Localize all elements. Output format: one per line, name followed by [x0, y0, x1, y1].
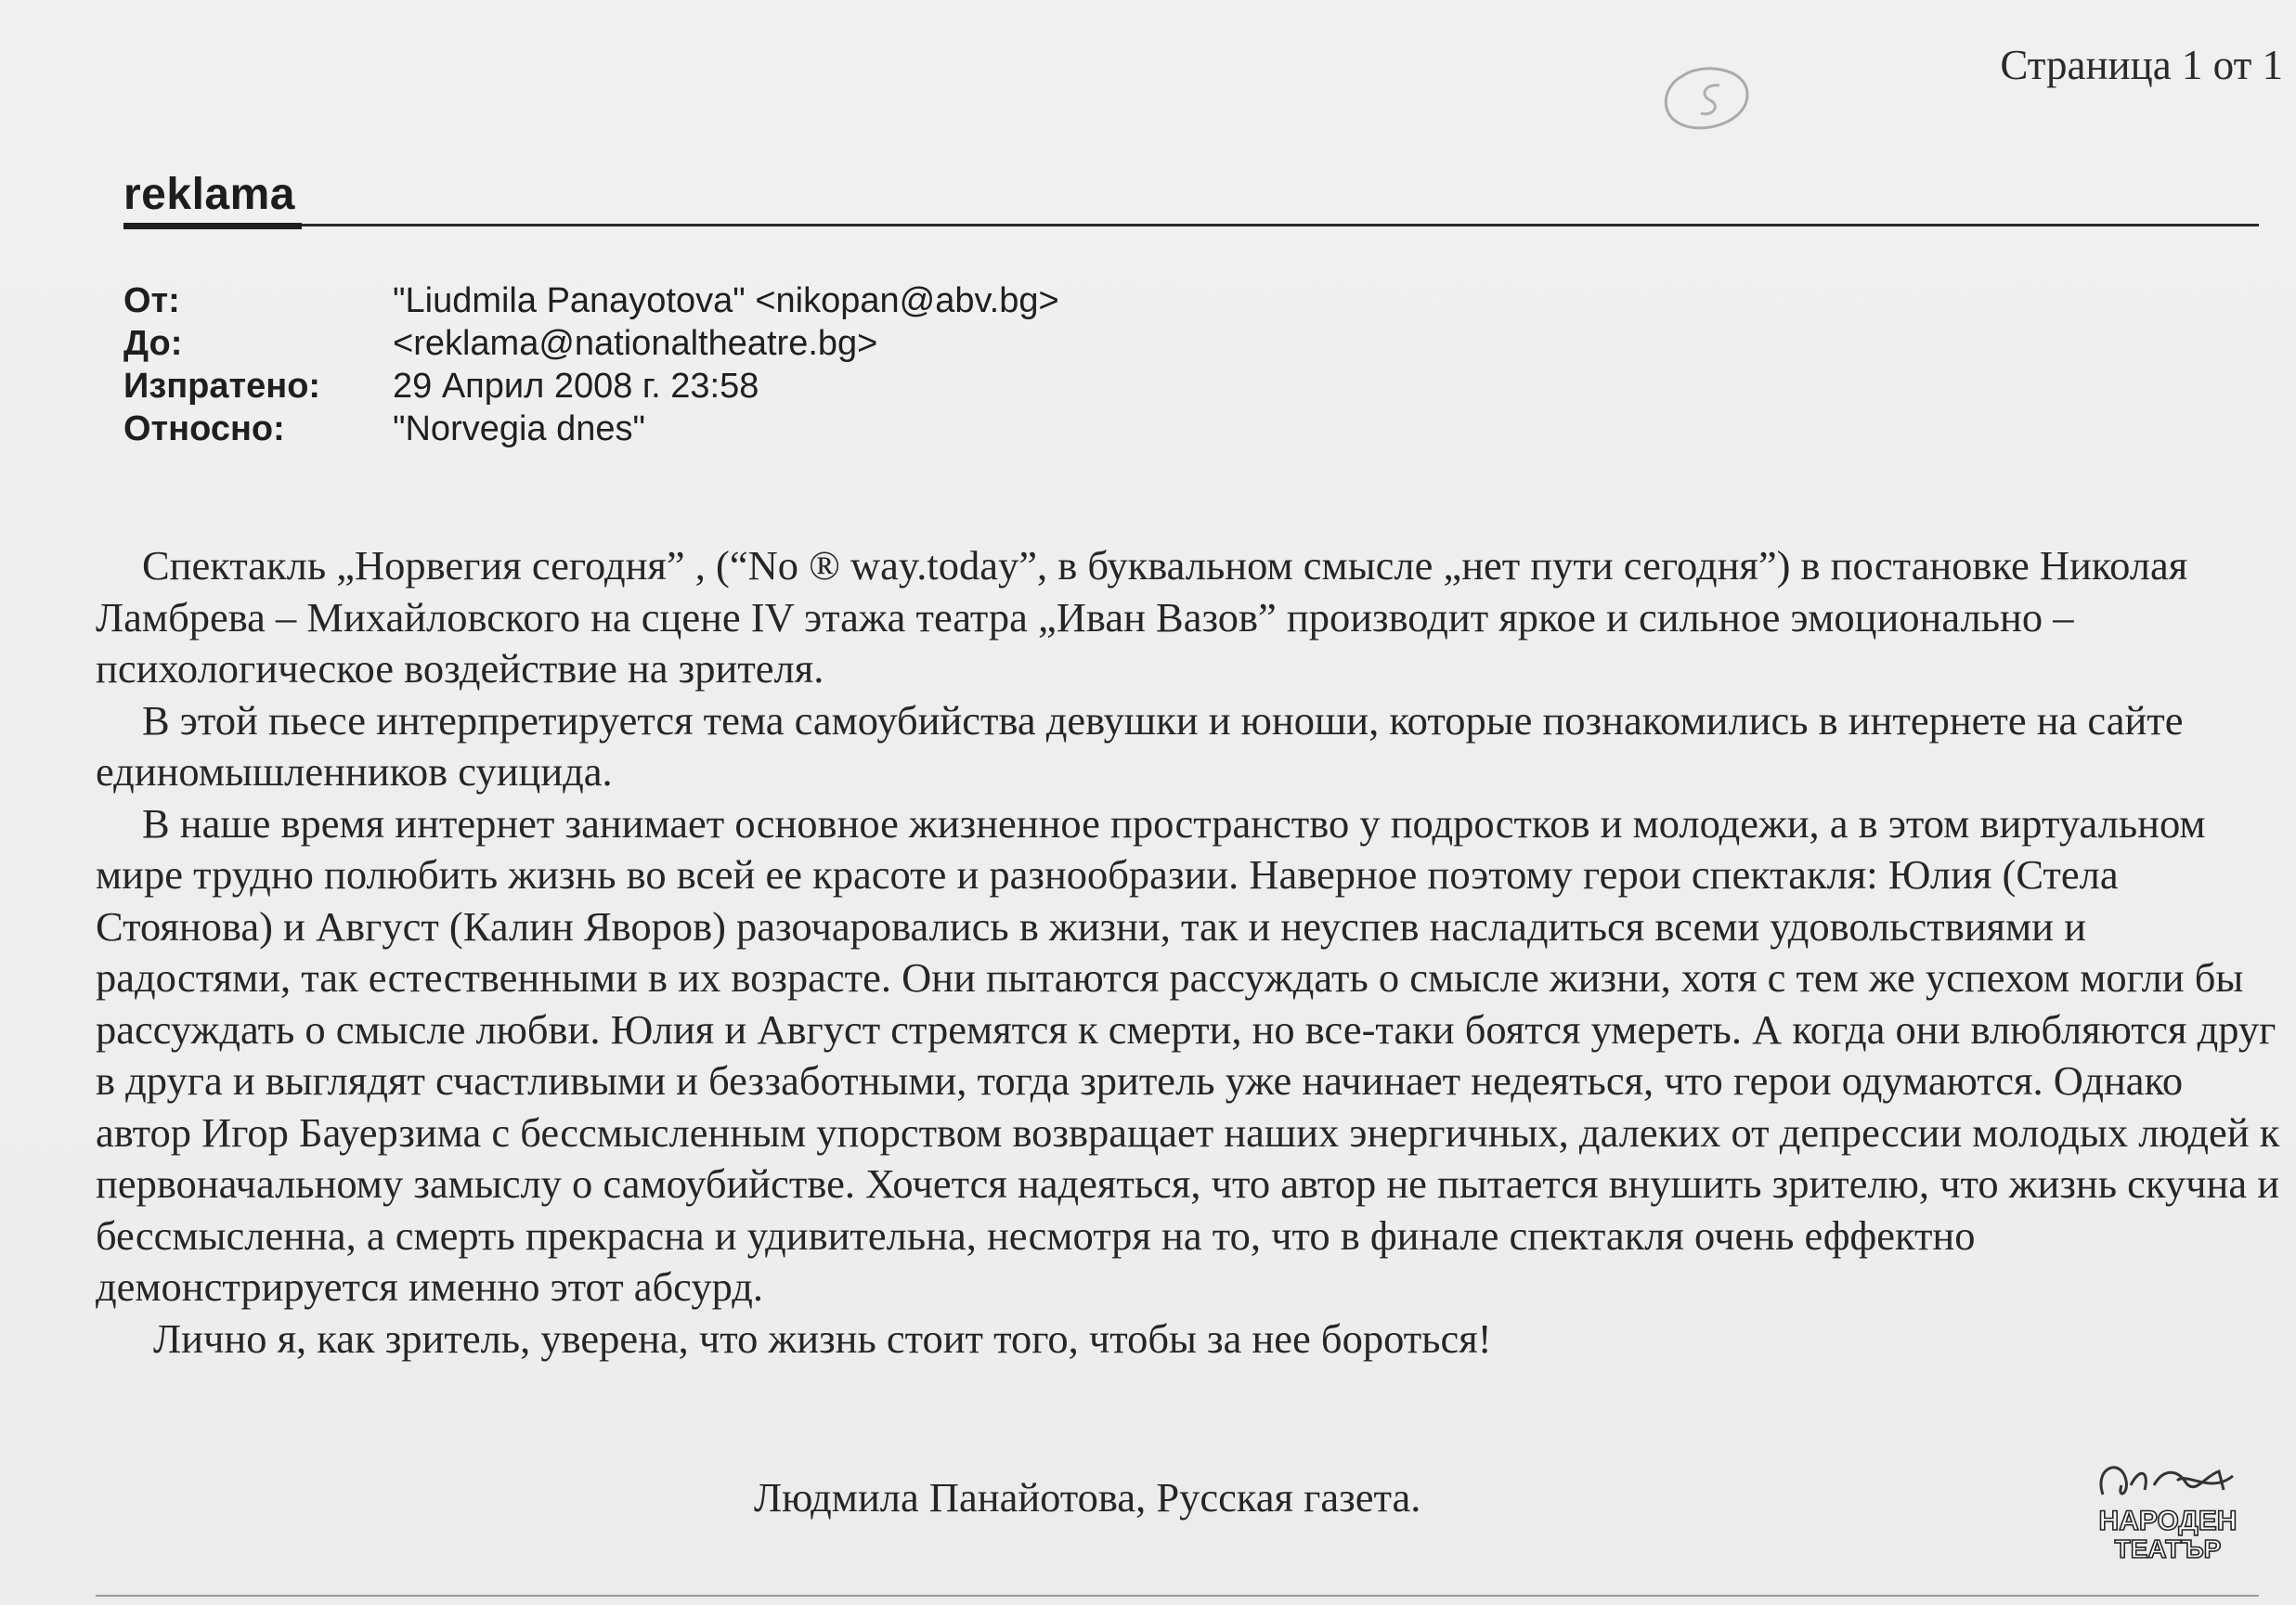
header-sent [123, 364, 1059, 407]
body-paragraph: Спектакль „Норвегия сегодня” , (“No ® way.today”, в буквальном смысле „нет пути сегодня”) в постановке Николая Ламбрева – Михайловского на сцене IV этажа театра „Иван Вазов” производит яркое и сильное эмоционально – психологическое воздействие на зрителя. [96, 542, 2188, 692]
pencil-mark [1654, 58, 1757, 141]
message-headers [123, 278, 1059, 449]
subject-value: "Norvegia dnes" [393, 409, 646, 448]
header-subject [123, 407, 1059, 449]
body-paragraph: В наше время интернет занимает основное жизненное пространство у подростков и молодежи, а в этом виртуальном мире трудно полюбить жизнь во всей ее красоте и разнообразии. Наверное поэтому герои спектакля: Юлия (Стела Стоянова) и Август (Калин Яворов) разочаровались в жизни, так и неуспев насладиться всеми удовольствиями и радостями, так естественными в их возрасте. Они пытаются рассуждать о смысле жизни, хотя с тем же успехом могли бы рассуждать о смысле любви. Юлия и Август стремятся к смерти, но все-таки боятся умереть. А когда они влюбляются друг в друга и выглядят счастливыми и беззаботными, тогда зритель уже начинает недеяться, что герои одумаются. Однако автор Игор Бауерзима с бессмысленным упорством возвращает наших энергичных, далеких от депрессии молодых людей к первоначальному замыслу о самоубийстве. Хочется надеяться, что автор не пытается внушить зрителю, что жизнь скучна и бессмысленна, а смерть прекрасна и удивительна, несмотря на то, что в финале спектакля очень еффектно демонстрируется именно этот абсурд. [96, 799, 2280, 1310]
to-value: <reklama@nationaltheatre.bg> [393, 324, 878, 363]
national-theatre-stamp [2084, 1457, 2251, 1564]
bottom-divider [96, 1595, 2259, 1597]
message-body [96, 540, 2282, 1365]
title-divider-accent [123, 223, 302, 229]
stamp-line2: ТЕАТЪР [2114, 1534, 2222, 1563]
page-number: Страница 1 от 1 [2000, 42, 2283, 88]
sent-label: Изпратено: [123, 367, 321, 406]
title-divider [123, 224, 2259, 227]
header-from [123, 278, 1059, 321]
author-signature: Людмила Панайотова, Русская газета. [754, 1474, 1421, 1521]
from-label: От: [123, 281, 180, 320]
sent-value: 29 Април 2008 г. 23:58 [393, 367, 759, 406]
body-paragraph: В этой пьесе интерпретируется тема самоубийства девушки и юноши, которые познакомились в интернете на сайте единомышленников суицида. [96, 696, 2184, 795]
subject-label: Относно: [123, 409, 285, 448]
message-subject-title: reklama [123, 170, 295, 219]
body-paragraph: Лично я, как зритель, уверена, что жизнь стоит того, чтобы за нее бороться! [153, 1314, 1492, 1362]
to-label: До: [123, 324, 183, 363]
from-value: "Liudmila Panayotova" <nikopan@abv.bg> [393, 281, 1059, 320]
stamp-line1: НАРОДЕН [2098, 1506, 2238, 1536]
header-to [123, 321, 1059, 364]
